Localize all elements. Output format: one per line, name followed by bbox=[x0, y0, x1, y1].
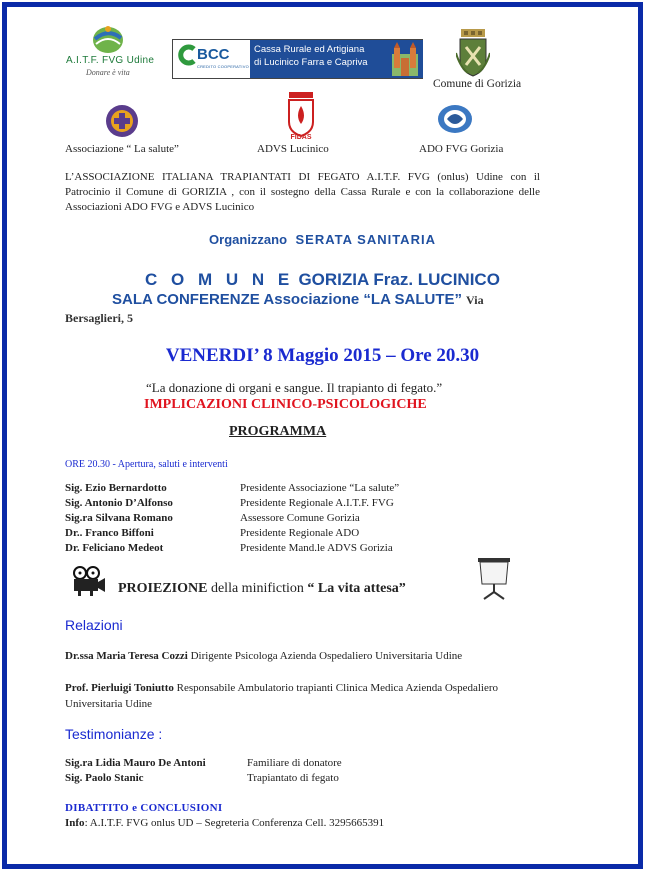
opening-time: ORE 20.30 - Apertura, saluti e interventi bbox=[65, 459, 228, 470]
info-text: : A.I.T.F. FVG onlus UD – Segreteria Conferenza Cell. 3295665391 bbox=[84, 817, 385, 829]
comune-spaced: C O M U N E bbox=[145, 270, 294, 289]
event-topic: “La donazione di organi e sangue. Il trapianto di fegato.” bbox=[146, 380, 443, 395]
aitf-logo bbox=[66, 24, 156, 80]
leaf-globe-icon bbox=[90, 24, 126, 54]
speaker-name: Dr.. Franco Biffoni bbox=[65, 527, 154, 539]
sala-conferenze: SALA CONFERENZE Associazione “LA SALUTE” bbox=[112, 291, 463, 308]
speaker-row bbox=[65, 542, 465, 557]
bcc-band bbox=[250, 40, 423, 78]
relatore-desc: Dirigente Psicologa Azienda Ospedaliero Universitaria Udine bbox=[187, 650, 463, 662]
proiezione-line bbox=[118, 581, 406, 597]
info-line bbox=[65, 817, 384, 829]
bcc-subtitle: CREDITO COOPERATIVO bbox=[197, 64, 249, 69]
speaker-role: Presidente Mand.le ADVS Gorizia bbox=[240, 542, 393, 554]
speaker-row bbox=[65, 482, 465, 497]
relatore-name: Prof. Pierluigi Toniutto bbox=[65, 682, 174, 694]
salute-label: Associazione “ La salute” bbox=[65, 143, 179, 155]
speaker-name: Sig. Ezio Bernardotto bbox=[65, 482, 167, 494]
via-label: Via bbox=[466, 293, 484, 307]
speaker-row bbox=[65, 527, 465, 542]
ado-label: ADO FVG Gorizia bbox=[419, 143, 504, 155]
info-label: Info bbox=[65, 817, 85, 829]
relazione-item bbox=[65, 680, 545, 712]
speaker-name: Dr. Feliciano Medeot bbox=[65, 542, 164, 554]
salute-logo-icon bbox=[105, 104, 139, 138]
speaker-name: Sig. Antonio D’Alfonso bbox=[65, 497, 173, 509]
speaker-role: Presidente Regionale ADO bbox=[240, 527, 360, 539]
proiezione-text: della minifiction bbox=[207, 581, 308, 596]
proiezione-label: PROIEZIONE bbox=[118, 581, 208, 596]
programma-heading: PROGRAMMA bbox=[229, 424, 327, 439]
sala-line bbox=[65, 291, 484, 309]
organizzano-line bbox=[0, 231, 645, 249]
advs-badge-text: FIDAS bbox=[290, 134, 312, 140]
relatore-name: Dr.ssa Maria Teresa Cozzi bbox=[65, 650, 188, 662]
ado-logo-icon bbox=[437, 104, 473, 134]
speaker-role: Presidente Regionale A.I.T.F. FVG bbox=[240, 497, 394, 509]
proiezione-title: “ La vita attesa” bbox=[307, 581, 406, 596]
aitf-tagline: Donare è vita bbox=[86, 68, 130, 77]
relazione-item bbox=[65, 650, 462, 662]
bcc-acronym: BCC bbox=[197, 46, 230, 63]
testimone-role: Familiare di donatore bbox=[247, 757, 342, 769]
advs-fidas-logo-icon bbox=[285, 92, 317, 140]
bcc-banner bbox=[172, 39, 423, 79]
testimone-name: Sig.ra Lidia Mauro De Antoni bbox=[65, 757, 206, 769]
speaker-row bbox=[65, 497, 465, 512]
address: Bersaglieri, 5 bbox=[65, 311, 133, 325]
testimonianze-heading: Testimonianze : bbox=[65, 726, 163, 742]
advs-label: ADVS Lucinico bbox=[257, 143, 329, 155]
comune-rest: GORIZIA Fraz. LUCINICO bbox=[293, 270, 500, 289]
dibattito-heading: DIBATTITO e CONCLUSIONI bbox=[65, 802, 223, 814]
bcc-line-2: di Lucinico Farra e Capriva bbox=[254, 57, 368, 68]
speaker-role: Presidente Associazione “La salute” bbox=[240, 482, 400, 494]
relazioni-heading: Relazioni bbox=[65, 617, 123, 633]
testimone-role: Trapiantato di fegato bbox=[247, 772, 339, 784]
speakers-list bbox=[65, 482, 465, 557]
comune-title bbox=[0, 270, 645, 290]
film-projector-icon bbox=[70, 566, 106, 596]
event-date: VENERDI’ 8 Maggio 2015 – Ore 20.30 bbox=[165, 345, 480, 366]
aitf-brand: A.I.T.F. FVG Udine bbox=[66, 55, 155, 66]
speaker-name: Sig.ra Silvana Romano bbox=[65, 512, 173, 524]
implicazioni-heading: IMPLICAZIONI CLINICO-PSICOLOGICHE bbox=[144, 397, 427, 412]
testimonianze-list bbox=[65, 757, 465, 787]
speaker-role: Assessore Comune Gorizia bbox=[240, 512, 360, 524]
comune-label: Comune di Gorizia bbox=[433, 78, 522, 90]
gorizia-crest-icon bbox=[456, 29, 490, 77]
bcc-line-1: Cassa Rurale ed Artigiana bbox=[254, 44, 365, 55]
intro-paragraph: L’ASSOCIAZIONE ITALIANA TRAPIANTATI DI FEGATO A.I.T.F. FVG (onlus) Udine con il Patrocinio il Comune di GORIZIA , con il sostegno della Cassa Rurale e con la collaborazione delle Associazioni ADO FVG e ADVS Lucinico bbox=[65, 171, 540, 213]
testimone-row bbox=[65, 772, 465, 787]
serata-sanitaria: SERATA SANITARIA bbox=[295, 232, 436, 247]
church-icon bbox=[390, 42, 420, 76]
testimone-name: Sig. Paolo Stanic bbox=[65, 772, 144, 784]
projection-screen-icon bbox=[476, 556, 512, 600]
testimone-row bbox=[65, 757, 465, 772]
bcc-logo bbox=[177, 44, 251, 74]
speaker-row bbox=[65, 512, 465, 527]
relatore-desc: Responsabile Ambulatorio trapianti Clinica Medica Azienda Ospedaliero Universitaria Udine bbox=[65, 682, 498, 710]
bcc-c-icon bbox=[177, 44, 199, 66]
organizzano-label: Organizzano bbox=[209, 232, 288, 247]
